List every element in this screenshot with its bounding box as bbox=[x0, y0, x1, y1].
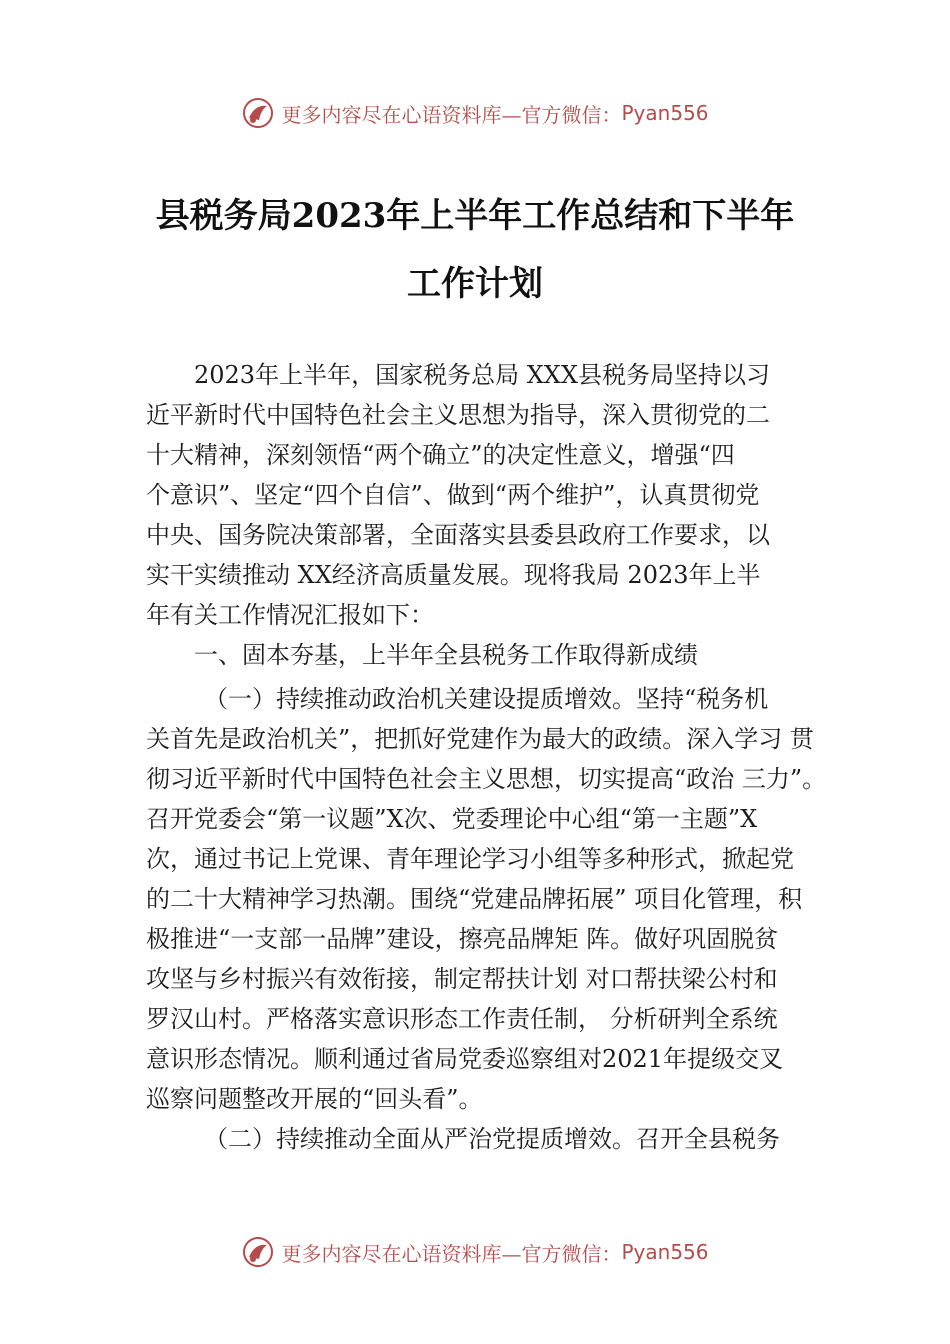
paragraph-line: 近平新时代中国特色社会主义思想为指导，深入贯彻党的二 bbox=[146, 401, 770, 429]
paragraph-line: （一）持续推动政治机关建设提质增效。坚持“税务机 bbox=[204, 685, 769, 713]
brand-logo-icon bbox=[241, 1235, 275, 1269]
paragraph-line: 次，通过书记上党课、青年理论学习小组等多种形式，掀起党 bbox=[146, 845, 794, 873]
watermark-banner-bottom bbox=[0, 1232, 950, 1272]
paragraph-line: 攻坚与乡村振兴有效衔接，制定帮扶计划 对口帮扶梁公村和 bbox=[146, 965, 778, 993]
paragraph-line: 巡察问题整改开展的“回头看”。 bbox=[146, 1085, 483, 1113]
paragraph-line: （二）持续推动全面从严治党提质增效。召开全县税务 bbox=[204, 1125, 780, 1153]
section-heading: 一、固本夯基，上半年全县税务工作取得新成绩 bbox=[194, 641, 698, 669]
document-body bbox=[146, 355, 846, 1159]
paragraph-line: 实干实绩推动 XX经济高质量发展。现将我局 2023年上半 bbox=[146, 561, 761, 589]
wechat-id: Pyan556 bbox=[621, 101, 709, 125]
paragraph-line: 意识形态情况。顺利通过省局党委巡察组对2021年提级交叉 bbox=[146, 1045, 784, 1073]
document-title-line-2: 工作计划 bbox=[407, 264, 543, 304]
paragraph-line: 罗汉山村。严格落实意识形态工作责任制， 分析研判全系统 bbox=[146, 1005, 778, 1033]
paragraph-line: 个意识”、坚定“四个自信”、做到“两个维护”，认真贯彻党 bbox=[146, 481, 760, 509]
paragraph-line: 召开党委会“第一议题”X次、党委理论中心组“第一主题”X bbox=[146, 805, 758, 833]
paragraph-line: 中央、国务院决策部署，全面落实县委县政府工作要求，以 bbox=[146, 521, 770, 549]
paragraph-line: 的二十大精神学习热潮。围绕“党建品牌拓展” 项目化管理，积 bbox=[146, 885, 803, 913]
brand-logo-icon bbox=[241, 96, 275, 130]
watermark-banner-top bbox=[0, 93, 950, 133]
paragraph-line: 2023年上半年，国家税务总局 XXX县税务局坚持以习 bbox=[194, 361, 770, 389]
paragraph-line: 极推进“一支部一品牌”建设，擦亮品牌矩 阵。做好巩固脱贫 bbox=[146, 925, 779, 953]
paragraph-line: 彻习近平新时代中国特色社会主义思想，切实提高“政治 三力”。 bbox=[146, 765, 827, 793]
wechat-id: Pyan556 bbox=[621, 1240, 709, 1264]
document-title-line-1: 县税务局2023年上半年工作总结和下半年 bbox=[155, 196, 795, 236]
paragraph-line: 年有关工作情况汇报如下： bbox=[146, 601, 434, 629]
paragraph-line: 关首先是政治机关”，把抓好党建作为最大的政绩。深入学习 贯 bbox=[146, 725, 814, 753]
watermark-text: 更多内容尽在心语资料库—官方微信： bbox=[281, 1241, 622, 1266]
watermark-text: 更多内容尽在心语资料库—官方微信： bbox=[281, 102, 622, 127]
paragraph-line: 十大精神，深刻领悟“两个确立”的决定性意义，增强“四 bbox=[146, 441, 735, 469]
